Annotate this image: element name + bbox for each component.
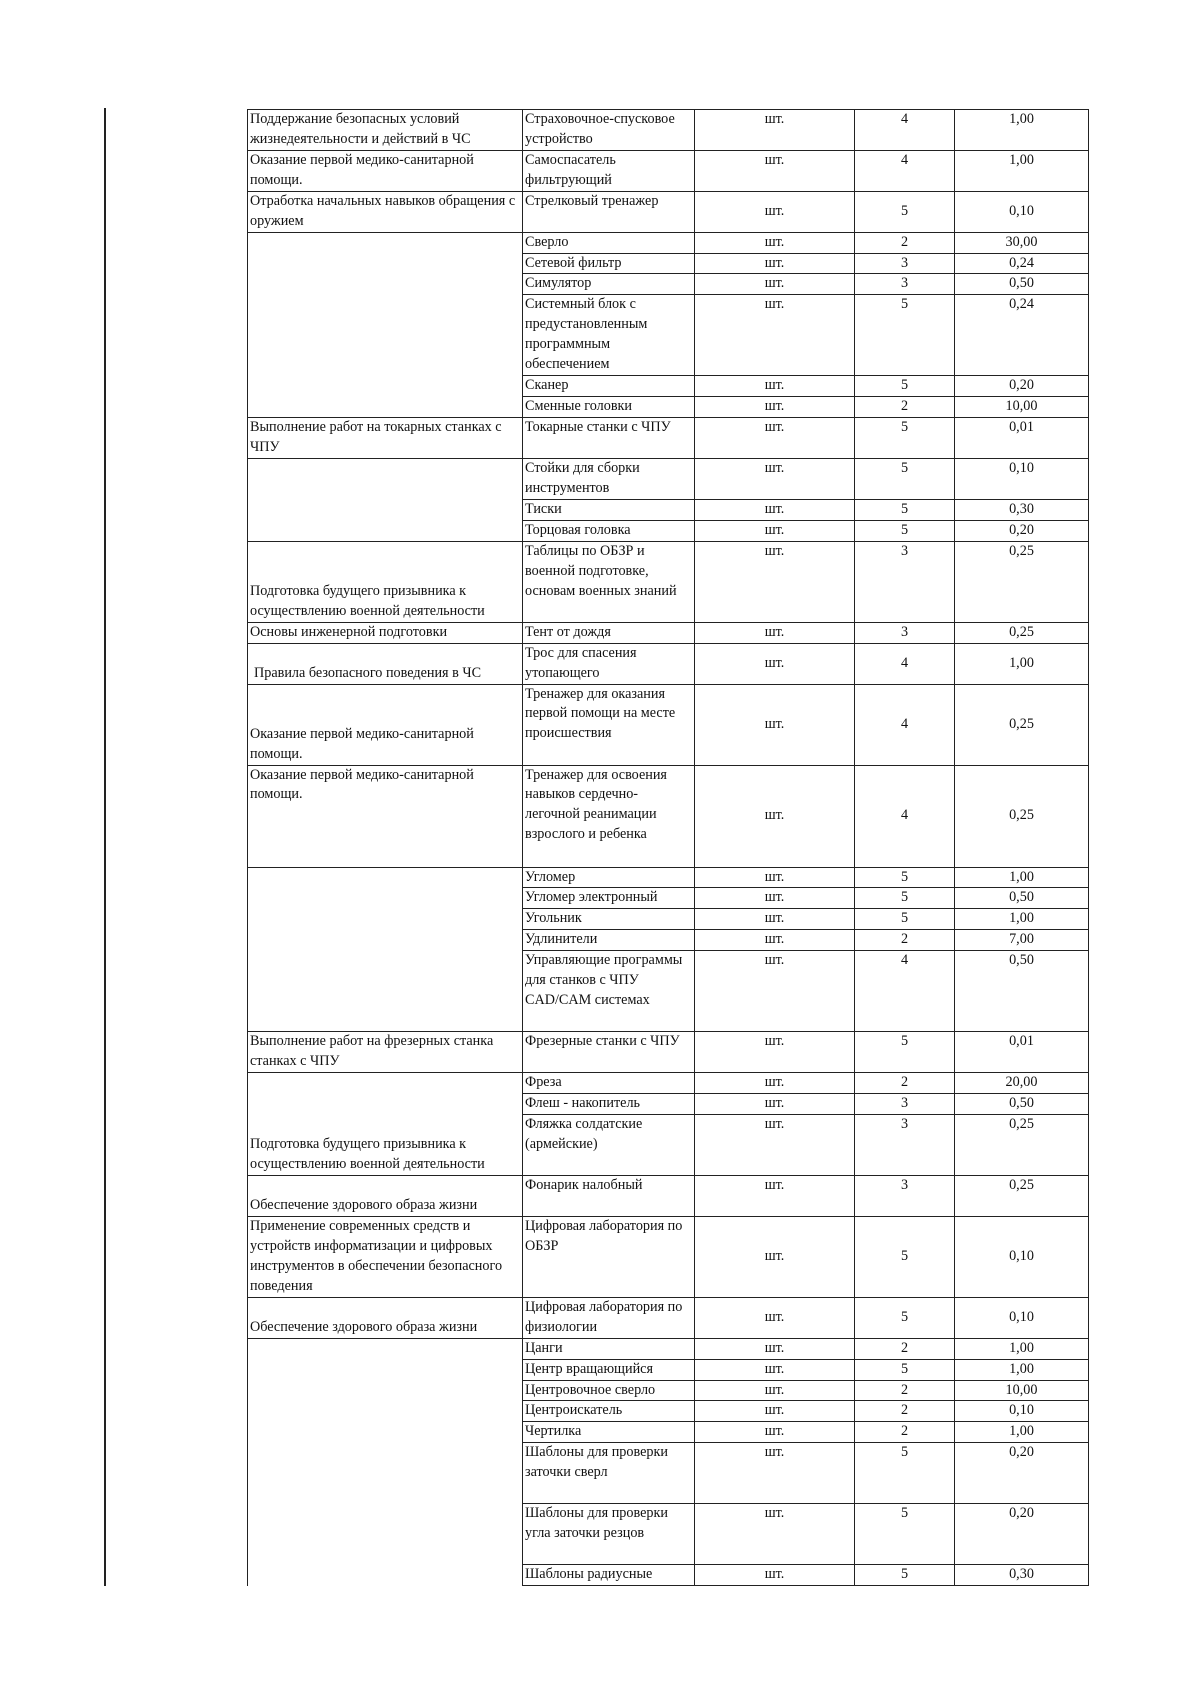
- coefficient-cell: 0,10: [955, 459, 1089, 500]
- item-cell: Токарные станки с ЧПУ: [523, 418, 695, 459]
- unit-cell: шт.: [695, 1175, 855, 1216]
- item-cell: Симулятор: [523, 274, 695, 295]
- unit-cell: шт.: [695, 274, 855, 295]
- unit-cell: шт.: [695, 418, 855, 459]
- table-row: [248, 643, 1089, 684]
- quantity-cell: 5: [855, 376, 955, 397]
- table-row: [248, 541, 1089, 622]
- topic-cell: Отработка начальных навыков обращения с оружием: [248, 191, 523, 232]
- item-cell: Центроискатель: [523, 1401, 695, 1422]
- quantity-cell: 2: [855, 397, 955, 418]
- topic-cell: [248, 867, 523, 1032]
- item-cell: Шаблоны для проверки заточки сверл: [523, 1443, 695, 1504]
- topic-cell: [248, 1338, 523, 1585]
- unit-cell: шт.: [695, 1504, 855, 1565]
- unit-cell: шт.: [695, 951, 855, 1032]
- coefficient-cell: 0,25: [955, 622, 1089, 643]
- coefficient-cell: 0,30: [955, 499, 1089, 520]
- coefficient-cell: 0,50: [955, 951, 1089, 1032]
- item-cell: Сверло: [523, 232, 695, 253]
- quantity-cell: 5: [855, 459, 955, 500]
- topic-cell: Выполнение работ на токарных станках с ЧПУ: [248, 418, 523, 459]
- unit-cell: шт.: [695, 1297, 855, 1338]
- unit-cell: шт.: [695, 376, 855, 397]
- coefficient-cell: 20,00: [955, 1073, 1089, 1094]
- item-cell: Флеш - накопитель: [523, 1094, 695, 1115]
- table-row: [248, 1297, 1089, 1338]
- quantity-cell: 4: [855, 951, 955, 1032]
- coefficient-cell: 0,10: [955, 1216, 1089, 1297]
- coefficient-cell: 0,20: [955, 1504, 1089, 1565]
- coefficient-cell: 1,00: [955, 110, 1089, 151]
- unit-cell: шт.: [695, 1565, 855, 1586]
- unit-cell: шт.: [695, 295, 855, 376]
- item-cell: Центровочное сверло: [523, 1380, 695, 1401]
- unit-cell: шт.: [695, 1094, 855, 1115]
- table-row: [248, 765, 1089, 867]
- topic-cell: Обеспечение здорового образа жизни: [248, 1175, 523, 1216]
- quantity-cell: 5: [855, 520, 955, 541]
- quantity-cell: 3: [855, 1175, 955, 1216]
- item-cell: Самоспасатель фильтрующий: [523, 150, 695, 191]
- topic-cell: Основы инженерной подготовки: [248, 622, 523, 643]
- topic-cell: Оказание первой медико-санитарной помощи.: [248, 684, 523, 765]
- item-cell: Фрезерные станки с ЧПУ: [523, 1032, 695, 1073]
- coefficient-cell: 0,10: [955, 1401, 1089, 1422]
- item-cell: Сканер: [523, 376, 695, 397]
- coefficient-cell: 0,25: [955, 684, 1089, 765]
- quantity-cell: 5: [855, 1443, 955, 1504]
- coefficient-cell: 0,25: [955, 541, 1089, 622]
- item-cell: Шаблоны для проверки угла заточки резцов: [523, 1504, 695, 1565]
- quantity-cell: 2: [855, 1073, 955, 1094]
- unit-cell: шт.: [695, 520, 855, 541]
- coefficient-cell: 7,00: [955, 930, 1089, 951]
- quantity-cell: 5: [855, 1359, 955, 1380]
- unit-cell: шт.: [695, 888, 855, 909]
- item-cell: Сменные головки: [523, 397, 695, 418]
- equipment-table: [247, 109, 1089, 1586]
- item-cell: Системный блок с предустановленным программным обеспечением: [523, 295, 695, 376]
- quantity-cell: 2: [855, 1422, 955, 1443]
- quantity-cell: 2: [855, 930, 955, 951]
- unit-cell: шт.: [695, 191, 855, 232]
- unit-cell: шт.: [695, 1216, 855, 1297]
- coefficient-cell: 0,24: [955, 253, 1089, 274]
- quantity-cell: 5: [855, 191, 955, 232]
- coefficient-cell: 0,30: [955, 1565, 1089, 1586]
- item-cell: Удлинители: [523, 930, 695, 951]
- item-cell: Управляющие программы для станков с ЧПУ CAD/CAM системах: [523, 951, 695, 1032]
- topic-cell: [248, 459, 523, 542]
- unit-cell: шт.: [695, 643, 855, 684]
- item-cell: Фонарик налобный: [523, 1175, 695, 1216]
- unit-cell: шт.: [695, 110, 855, 151]
- item-cell: Шаблоны радиусные: [523, 1565, 695, 1586]
- quantity-cell: 5: [855, 867, 955, 888]
- quantity-cell: 5: [855, 909, 955, 930]
- quantity-cell: 2: [855, 1338, 955, 1359]
- unit-cell: шт.: [695, 1401, 855, 1422]
- coefficient-cell: 0,10: [955, 191, 1089, 232]
- topic-cell: Обеспечение здорового образа жизни: [248, 1297, 523, 1338]
- unit-cell: шт.: [695, 397, 855, 418]
- item-cell: Трос для спасения утопающего: [523, 643, 695, 684]
- topic-cell: [248, 232, 523, 418]
- item-cell: Чертилка: [523, 1422, 695, 1443]
- item-cell: Цифровая лаборатория по физиологии: [523, 1297, 695, 1338]
- unit-cell: шт.: [695, 1338, 855, 1359]
- quantity-cell: 3: [855, 1114, 955, 1175]
- quantity-cell: 3: [855, 1094, 955, 1115]
- item-cell: Угломер: [523, 867, 695, 888]
- unit-cell: шт.: [695, 765, 855, 867]
- unit-cell: шт.: [695, 867, 855, 888]
- table-row: [248, 150, 1089, 191]
- table-row: [248, 459, 1089, 500]
- unit-cell: шт.: [695, 1073, 855, 1094]
- item-cell: Сетевой фильтр: [523, 253, 695, 274]
- coefficient-cell: 0,25: [955, 765, 1089, 867]
- topic-cell: Оказание первой медико-санитарной помощи.: [248, 765, 523, 867]
- quantity-cell: 5: [855, 418, 955, 459]
- topic-cell: Правила безопасного поведения в ЧС: [248, 643, 523, 684]
- unit-cell: шт.: [695, 622, 855, 643]
- coefficient-cell: 1,00: [955, 1359, 1089, 1380]
- unit-cell: шт.: [695, 1359, 855, 1380]
- item-cell: Тиски: [523, 499, 695, 520]
- quantity-cell: 2: [855, 1380, 955, 1401]
- topic-cell: Применение современных средств и устройств информатизации и цифровых инструментов в обеспечении безопасного поведения: [248, 1216, 523, 1297]
- topic-cell: Подготовка будущего призывника к осуществлению военной деятельности: [248, 1073, 523, 1176]
- quantity-cell: 5: [855, 1032, 955, 1073]
- unit-cell: шт.: [695, 253, 855, 274]
- unit-cell: шт.: [695, 541, 855, 622]
- quantity-cell: 5: [855, 295, 955, 376]
- table-row: [248, 1175, 1089, 1216]
- unit-cell: шт.: [695, 1032, 855, 1073]
- quantity-cell: 5: [855, 499, 955, 520]
- unit-cell: шт.: [695, 930, 855, 951]
- topic-cell: Выполнение работ на фрезерных станка станках с ЧПУ: [248, 1032, 523, 1073]
- unit-cell: шт.: [695, 232, 855, 253]
- coefficient-cell: 1,00: [955, 867, 1089, 888]
- item-cell: Цанги: [523, 1338, 695, 1359]
- item-cell: Стойки для сборки инструментов: [523, 459, 695, 500]
- topic-cell: Оказание первой медико-санитарной помощи.: [248, 150, 523, 191]
- coefficient-cell: 30,00: [955, 232, 1089, 253]
- coefficient-cell: 0,20: [955, 376, 1089, 397]
- quantity-cell: 4: [855, 110, 955, 151]
- left-margin-line: [104, 108, 106, 1586]
- coefficient-cell: 1,00: [955, 1422, 1089, 1443]
- quantity-cell: 3: [855, 541, 955, 622]
- coefficient-cell: 10,00: [955, 397, 1089, 418]
- unit-cell: шт.: [695, 499, 855, 520]
- quantity-cell: 5: [855, 1216, 955, 1297]
- unit-cell: шт.: [695, 1380, 855, 1401]
- coefficient-cell: 0,20: [955, 1443, 1089, 1504]
- coefficient-cell: 1,00: [955, 150, 1089, 191]
- coefficient-cell: 0,24: [955, 295, 1089, 376]
- table-row: [248, 1032, 1089, 1073]
- unit-cell: шт.: [695, 1114, 855, 1175]
- quantity-cell: 3: [855, 274, 955, 295]
- table-row: [248, 1216, 1089, 1297]
- coefficient-cell: 0,10: [955, 1297, 1089, 1338]
- quantity-cell: 4: [855, 150, 955, 191]
- quantity-cell: 3: [855, 253, 955, 274]
- item-cell: Фляжка солдатские (армейские): [523, 1114, 695, 1175]
- unit-cell: шт.: [695, 150, 855, 191]
- quantity-cell: 5: [855, 1565, 955, 1586]
- topic-cell: Поддержание безопасных условий жизнедеятельности и действий в ЧС: [248, 110, 523, 151]
- unit-cell: шт.: [695, 459, 855, 500]
- table-row: [248, 622, 1089, 643]
- coefficient-cell: 1,00: [955, 909, 1089, 930]
- item-cell: Тент от дождя: [523, 622, 695, 643]
- table-row: [248, 418, 1089, 459]
- quantity-cell: 2: [855, 1401, 955, 1422]
- item-cell: Центр вращающийся: [523, 1359, 695, 1380]
- coefficient-cell: 1,00: [955, 1338, 1089, 1359]
- item-cell: Стрелковый тренажер: [523, 191, 695, 232]
- coefficient-cell: 0,25: [955, 1175, 1089, 1216]
- unit-cell: шт.: [695, 1422, 855, 1443]
- item-cell: Таблицы по ОБЗР и военной подготовке, основам военных знаний: [523, 541, 695, 622]
- unit-cell: шт.: [695, 909, 855, 930]
- item-cell: Торцовая головка: [523, 520, 695, 541]
- coefficient-cell: 0,20: [955, 520, 1089, 541]
- unit-cell: шт.: [695, 684, 855, 765]
- table-row: [248, 1073, 1089, 1094]
- coefficient-cell: 0,50: [955, 274, 1089, 295]
- coefficient-cell: 0,01: [955, 1032, 1089, 1073]
- topic-cell: Подготовка будущего призывника к осуществлению военной деятельности: [248, 541, 523, 622]
- quantity-cell: 4: [855, 684, 955, 765]
- quantity-cell: 5: [855, 1504, 955, 1565]
- item-cell: Страховочное-спусковое устройство: [523, 110, 695, 151]
- coefficient-cell: 0,01: [955, 418, 1089, 459]
- quantity-cell: 4: [855, 643, 955, 684]
- quantity-cell: 5: [855, 888, 955, 909]
- quantity-cell: 5: [855, 1297, 955, 1338]
- unit-cell: шт.: [695, 1443, 855, 1504]
- coefficient-cell: 1,00: [955, 643, 1089, 684]
- item-cell: Угломер электронный: [523, 888, 695, 909]
- table-row: [248, 110, 1089, 151]
- table-row: [248, 191, 1089, 232]
- quantity-cell: 4: [855, 765, 955, 867]
- item-cell: Тренажер для оказания первой помощи на месте происшествия: [523, 684, 695, 765]
- table-row: [248, 684, 1089, 765]
- item-cell: Фреза: [523, 1073, 695, 1094]
- item-cell: Тренажер для освоения навыков сердечно-легочной реанимации взрослого и ребенка: [523, 765, 695, 867]
- coefficient-cell: 0,50: [955, 1094, 1089, 1115]
- item-cell: Угольник: [523, 909, 695, 930]
- table-row: [248, 1338, 1089, 1359]
- item-cell: Цифровая лаборатория по ОБЗР: [523, 1216, 695, 1297]
- quantity-cell: 2: [855, 232, 955, 253]
- table-row: [248, 232, 1089, 253]
- table-row: [248, 867, 1089, 888]
- quantity-cell: 3: [855, 622, 955, 643]
- coefficient-cell: 10,00: [955, 1380, 1089, 1401]
- coefficient-cell: 0,25: [955, 1114, 1089, 1175]
- coefficient-cell: 0,50: [955, 888, 1089, 909]
